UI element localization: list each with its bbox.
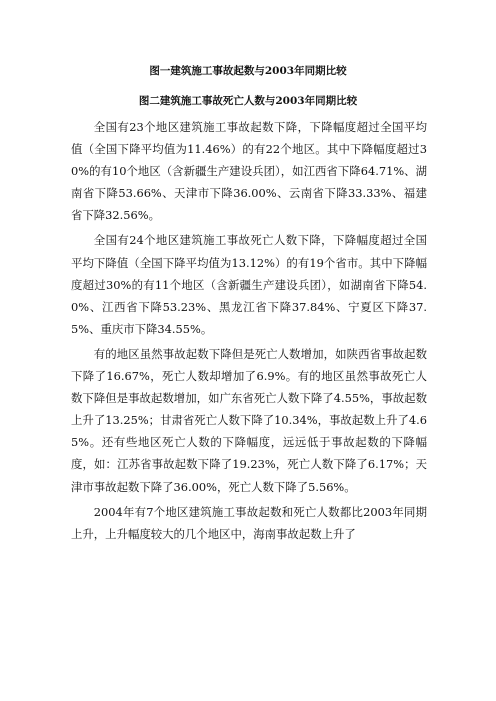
paragraph-accident-decline: 全国有23个地区建筑施工事故起数下降，下降幅度超过全国平均值（全国下降平均值为11.46%）的有22个地区。其中下降幅度超过30%的有10个地区（含新疆生产建设兵团），如江西省下降64.71%、湖南省下降53.66%、天津市下降36.00%、云南省下降33.33%、福建省下降32.56%。 — [71, 120, 427, 223]
document-body — [71, 116, 427, 548]
paragraph-rising-regions: 2004年有7个地区建筑施工事故起数和死亡人数都比2003年同期上升，上升幅度较大的几个地区中，海南事故起数上升了 — [71, 504, 427, 541]
paragraph-mixed-trends: 有的地区虽然事故起数下降但是死亡人数增加，如陕西省事故起数下降了16.67%，死亡人数却增加了6.9%。有的地区虽然事故死亡人数下降但是事故起数增加，如广东省死亡人数下降了4.55%，事故起数上升了13.25%；甘肃省死亡人数下降了10.34%，事故起数上升了4.65%。还有些地区死亡人数的下降幅度，远远低于事故起数的下降幅度，如：江苏省事故起数下降了19.23%，死亡人数下降了6.17%；天津市事故起数下降了36.00%，死亡人数下降了5.56%。 — [71, 346, 427, 494]
paragraph-death-decline: 全国有24个地区建筑施工事故死亡人数下降，下降幅度超过全国平均下降值（全国下降平均值为13.12%）的有19个省市。其中下降幅度超过30%的有11个地区（含新疆生产建设兵团），如湖南省下降54.0%、江西省下降53.23%、黑龙江省下降37.84%、宁夏区下降37.5%、重庆市下降34.55%。 — [71, 233, 427, 336]
figure-caption-death-toll: 图二建筑施工事故死亡人数与2003年同期比较 — [138, 95, 358, 107]
figure-caption-accident-count: 图一建筑施工事故起数与2003年同期比较 — [149, 65, 347, 77]
